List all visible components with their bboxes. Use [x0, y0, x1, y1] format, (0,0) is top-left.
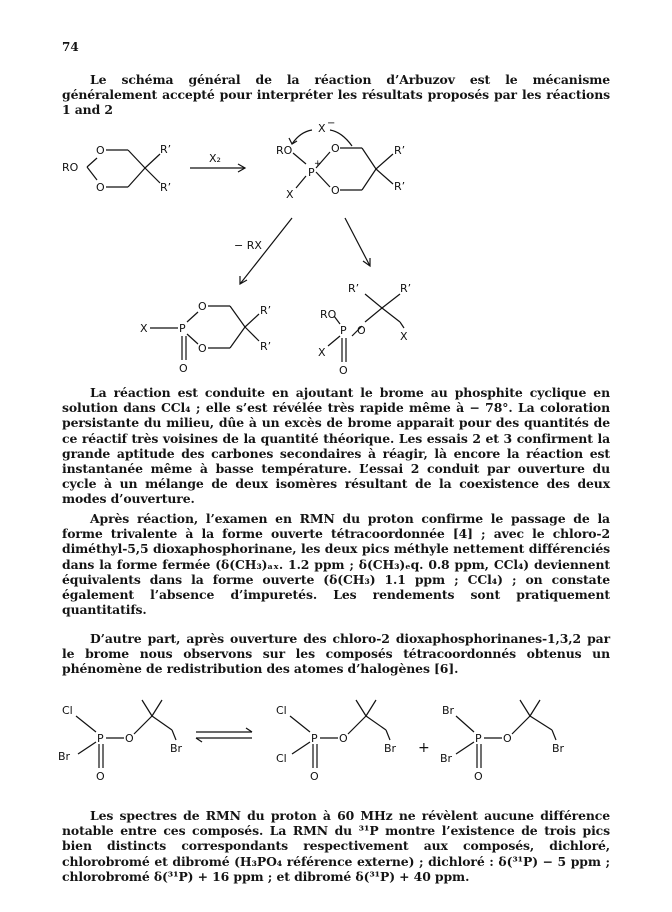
- phosphonate-product-open: [318, 282, 411, 377]
- atom-label: R’: [348, 282, 360, 295]
- atom-label: P: [97, 732, 104, 745]
- atom-label: O: [331, 142, 340, 155]
- paragraph-nmr-proton: Après réaction, l’examen en RMN du proton confirme le passage de la forme trivalente à la forme ouverte tétracoordonnée [4] ; avec le chloro-2 diméthyl-5,5 dioxaphosphorinane, les deux pics méthyle nettement différenciés dans la forme fermée (δ(CH₃)ₐₓ. 1.2 ppm ; δ(CH₃)ₑq. 0.8 ppm, CCl₄) deviennent équivalents dans la forme ouverte (δ(CH₃) 1.1 ppm ; CCl₄) ; on constate également l’absence d’impuretés. Les rendements sont pratiquement quantitatifs.: [62, 511, 610, 618]
- atom-label: Cl: [276, 704, 287, 717]
- phosphonate-product-cyclic: [140, 300, 271, 375]
- dichloro-compound: [276, 700, 397, 783]
- atom-label: R’: [160, 181, 172, 194]
- atom-label: Cl: [276, 752, 287, 765]
- atom-label: P: [308, 166, 315, 179]
- atom-label: RO: [62, 161, 79, 174]
- atom-label: Br: [58, 750, 71, 763]
- atom-label: R’: [160, 143, 172, 156]
- atom-label: O: [198, 300, 207, 313]
- atom-label: R’: [260, 340, 272, 353]
- atom-label: O: [357, 324, 366, 337]
- plus-sign: +: [418, 740, 430, 756]
- atom-label: P: [475, 732, 482, 745]
- atom-label: O: [503, 732, 512, 745]
- paragraph-arbuzov-intro: Le schéma général de la réaction d’Arbuzov est le mécanisme généralement accepté pour interpréter les résultats proposés par les réactions 1 and 2: [62, 72, 610, 118]
- charge-label: −: [327, 118, 336, 129]
- dibromo-compound: [440, 700, 565, 783]
- atom-label: R’: [394, 180, 406, 193]
- paragraph-halogen-redistribution: D’autre part, après ouverture des chloro-2 dioxaphosphorinanes-1,3,2 par le brome nous observons sur les composés tétracoordonnés obtenus un phénomène de redistribution des atomes d’halogènes [6].: [62, 631, 610, 677]
- atom-label: O: [96, 144, 105, 157]
- equilibrium-arrows: [196, 728, 252, 742]
- elimination-label: − RX: [234, 239, 262, 252]
- atom-label: P: [179, 322, 186, 335]
- arbuzov-reaction-scheme: [0, 108, 672, 380]
- phosphonium-intermediate: [276, 118, 405, 201]
- paragraph-reaction-conditions: La réaction est conduite en ajoutant le brome au phosphite cyclique en solution dans CCl₄ ; elle s’est révélée très rapide même à − 78°. La coloration persistante du milieu, dûe à un excès de brome apparait pour des quantités de ce réactif très voisines de la quantité théorique. Les essais 2 et 3 confirment la grande aptitude des carbones secondaires à réagir, là encore la réaction est instantanée même à basse température. L’essai 2 conduit par ouverture du cycle à un mélange de deux isomères résultant de la coexistence des deux modes d’ouverture.: [62, 385, 610, 507]
- atom-label: X: [400, 330, 408, 343]
- charge-label: +: [314, 159, 322, 169]
- atom-label: RO: [276, 144, 293, 157]
- atom-label: O: [125, 732, 134, 745]
- reaction-arrow: [190, 152, 245, 172]
- atom-label: O: [96, 770, 105, 783]
- atom-label: Cl: [62, 704, 73, 717]
- atom-label: Br: [384, 742, 397, 755]
- atom-label: X: [318, 122, 326, 135]
- cyclic-phosphite: [62, 143, 171, 194]
- atom-label: RO: [320, 308, 337, 321]
- atom-label: X: [318, 346, 326, 359]
- atom-label: O: [310, 770, 319, 783]
- atom-label: O: [474, 770, 483, 783]
- atom-label: O: [198, 342, 207, 355]
- atom-label: Br: [170, 742, 183, 755]
- atom-label: Br: [440, 752, 453, 765]
- atom-label: O: [96, 181, 105, 194]
- atom-label: Br: [552, 742, 565, 755]
- atom-label: P: [340, 324, 347, 337]
- atom-label: X: [286, 188, 294, 201]
- atom-label: R’: [394, 144, 406, 157]
- atom-label: Br: [442, 704, 455, 717]
- chlorobromo-compound: [58, 700, 183, 783]
- atom-label: P: [311, 732, 318, 745]
- atom-label: O: [331, 184, 340, 197]
- atom-label: O: [179, 362, 188, 375]
- atom-label: R’: [260, 304, 272, 317]
- reagent-label: X₂: [209, 152, 221, 165]
- atom-label: O: [339, 732, 348, 745]
- atom-label: R’: [400, 282, 412, 295]
- paragraph-nmr-spectra: Les spectres de RMN du proton à 60 MHz ne révèlent aucune différence notable entre ces composés. La RMN du ³¹P montre l’existence de trois pics bien distincts correspondants respectivement aux composés, dichloré, chlorobromé et dibromé (H₃PO₄ référence externe) ; dichloré : δ(³¹P) − 5 ppm ; chlorobromé δ(³¹P) + 16 ppm ; et dibromé δ(³¹P) + 40 ppm.: [62, 808, 610, 884]
- pathway-arrows: [234, 218, 370, 284]
- halogen-redistribution-scheme: [0, 690, 672, 802]
- page-number: 74: [62, 40, 79, 54]
- atom-label: X: [140, 322, 148, 335]
- atom-label: O: [339, 364, 348, 377]
